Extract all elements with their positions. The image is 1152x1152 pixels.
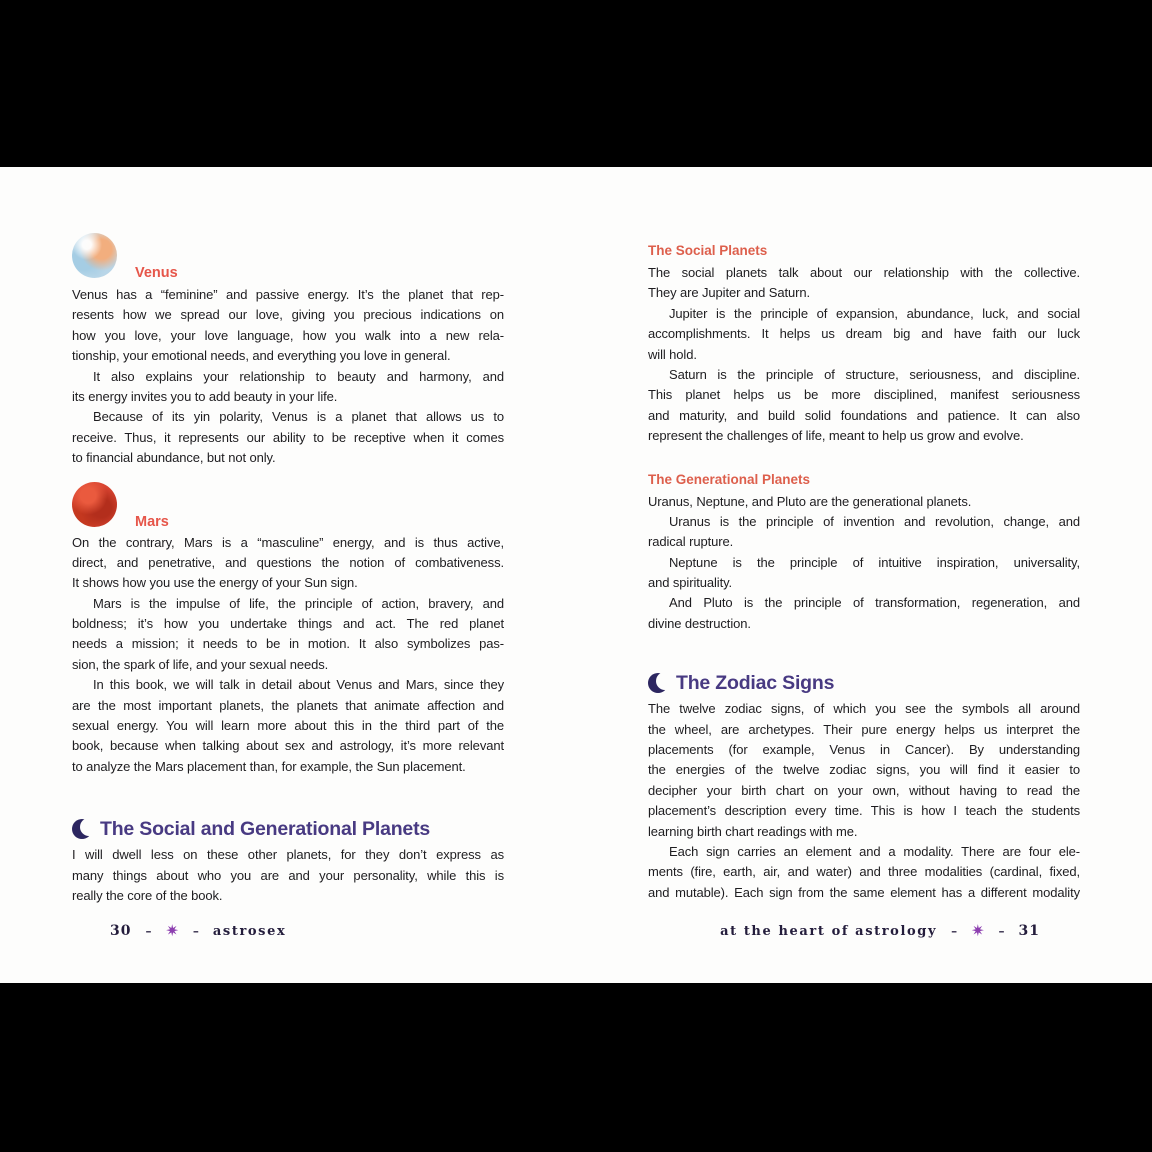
body-line: and spirituality. (648, 575, 733, 591)
body-line: Mars is the impulse of life, the principle of action, bravery, and (93, 595, 504, 611)
body-line: are the most important planets, the planets that animate affection and (72, 697, 504, 713)
body-line: resents how we spread our love, giving you precious indications on (72, 307, 504, 323)
paragraph (648, 304, 1080, 365)
venus-label: Venus (135, 265, 178, 281)
mars-planet-block (72, 481, 504, 530)
section-heading-text: The Zodiac Signs (676, 671, 835, 694)
body-line: placements (for example, Venus in Cancer). By understanding (648, 742, 1080, 758)
section-heading-text: The Social and Generational Planets (100, 817, 431, 840)
paragraph (648, 553, 1080, 594)
footer-dash: – (998, 924, 1005, 938)
paragraph (72, 285, 504, 367)
footer-dash: – (192, 924, 199, 938)
body-line: Saturn is the principle of structure, seriousness, and discipline. (669, 366, 1080, 382)
body-line: Uranus, Neptune, and Pluto are the generational planets. (648, 493, 972, 509)
right-page (648, 167, 1080, 903)
book-pages (0, 167, 1152, 983)
sub-heading: The Social Planets (648, 243, 768, 258)
body-line: Uranus is the principle of invention and revolution, change, and (669, 513, 1080, 529)
eight-pointed-star-icon: ✷ (971, 921, 985, 940)
body-line: divine destruction. (648, 615, 751, 631)
body-line: how you love, your love language, how you walk into a new rela- (72, 327, 504, 343)
left-page (72, 167, 504, 906)
body-line: I will dwell less on these other planets, for they don’t express as (72, 847, 504, 863)
venus-planet-block (72, 232, 504, 281)
section-heading (72, 816, 504, 842)
body-line: many things about who you are and your personality, while this is (72, 867, 504, 883)
section-heading (648, 670, 1080, 696)
body-line: represent the challenges of life, meant to help us grow and evolve. (648, 428, 1024, 444)
footer-dash: – (951, 924, 958, 938)
top-black-band (0, 0, 1152, 167)
body-line: tionship, your emotional needs, and everything you love in general. (72, 348, 451, 364)
mars-planet-icon (72, 482, 117, 527)
venus-planet-icon (72, 233, 117, 278)
body-line: placement’s description every time. This is how I teach the students (648, 803, 1080, 819)
body-line: And Pluto is the principle of transformation, regeneration, and (669, 595, 1080, 611)
body-line: learning birth chart readings with me. (648, 823, 858, 839)
crescent-moon-icon (648, 672, 666, 694)
sub-heading: The Generational Planets (648, 471, 811, 487)
body-line: Because of its yin polarity, Venus is a planet that allows us to (93, 409, 504, 425)
body-line: Venus has a “feminine” and passive energy. It’s the planet that rep- (72, 287, 504, 302)
body-line: book, because when talking about sex and astrology, it’s more relevant (72, 738, 504, 754)
body-line: The twelve zodiac signs, of which you see the symbols all around (648, 701, 1080, 717)
body-line: direct, and penetrative, and questions the notion of combativeness. (72, 554, 504, 570)
body-line: It also explains your relationship to beauty and harmony, and (93, 368, 504, 384)
body-line: accomplishments. It helps us dream big and have faith our luck (648, 326, 1080, 342)
body-line: ments (fire, earth, air, and water) and three modalities (cardinal, fixed, (648, 864, 1080, 880)
paragraph (648, 512, 1080, 553)
paragraph (72, 845, 504, 906)
left-page-number: 30 (110, 923, 132, 939)
paragraph (72, 675, 504, 777)
bottom-black-band (0, 983, 1152, 1152)
body-line: sexual energy. You will learn more about this in the third part of the (72, 718, 504, 734)
right-page-footer (720, 923, 1040, 939)
right-page-number: 31 (1018, 923, 1040, 939)
left-page-footer (110, 923, 286, 939)
body-line: its energy invites you to add beauty in your life. (72, 388, 338, 404)
body-line: This planet helps us be more disciplined, manifest seriousness (648, 387, 1080, 403)
paragraph (72, 533, 504, 594)
body-line: really the core of the book. (72, 887, 223, 903)
body-line: sion, the spark of life, and your sexual needs. (72, 656, 329, 672)
paragraph (648, 492, 1080, 512)
body-line: the energies of the twelve zodiac signs, you will find it easier to (648, 762, 1080, 778)
body-line: needs a mission; it needs to be in motion. It also symbolizes pas- (72, 636, 504, 652)
body-line: On the contrary, Mars is a “masculine” energy, and is thus active, (72, 534, 504, 550)
paragraph (648, 699, 1080, 842)
mars-label: Mars (135, 513, 169, 530)
paragraph (72, 594, 504, 676)
body-line: and maturity, and build solid foundations and patience. It can also (648, 407, 1080, 423)
body-line: boldness; it’s how you undertake things and act. The red planet (72, 616, 504, 632)
body-line: and mutable). Each sign from the same element has a different modality (648, 884, 1080, 900)
body-line: It shows how you use the energy of your Sun sign. (72, 575, 358, 591)
paragraph (648, 365, 1080, 447)
body-line: The social planets talk about our relationship with the collective. (648, 265, 1080, 280)
body-line: to analyze the Mars placement than, for example, the Sun placement. (72, 758, 466, 774)
body-line: Neptune is the principle of intuitive inspiration, universality, (669, 554, 1080, 570)
body-line: receive. Thus, it represents our ability to be receptive when it comes (72, 429, 504, 445)
eight-pointed-star-icon: ✷ (165, 921, 179, 940)
paragraph (72, 407, 504, 468)
crescent-moon-icon (72, 818, 90, 840)
paragraph (648, 842, 1080, 903)
body-line: They are Jupiter and Saturn. (648, 285, 810, 301)
body-line: decipher your birth chart on your own, without having to read the (648, 782, 1080, 798)
footer-dash: – (145, 924, 152, 938)
paragraph (72, 367, 504, 408)
body-line: Each sign carries an element and a modality. There are four ele- (669, 843, 1080, 859)
body-line: will hold. (648, 346, 697, 362)
body-line: In this book, we will talk in detail about Venus and Mars, since they (93, 677, 504, 693)
body-line: radical rupture. (648, 534, 734, 550)
paragraph (648, 593, 1080, 634)
section-title: at the heart of astrology (720, 923, 938, 939)
body-line: the wheel, are archetypes. Their pure energy helps us interpret the (648, 721, 1080, 737)
book-title: astrosex (212, 923, 287, 939)
body-line: Jupiter is the principle of expansion, abundance, luck, and social (669, 305, 1080, 321)
paragraph (648, 263, 1080, 304)
body-line: to financial abundance, but not only. (72, 450, 276, 466)
